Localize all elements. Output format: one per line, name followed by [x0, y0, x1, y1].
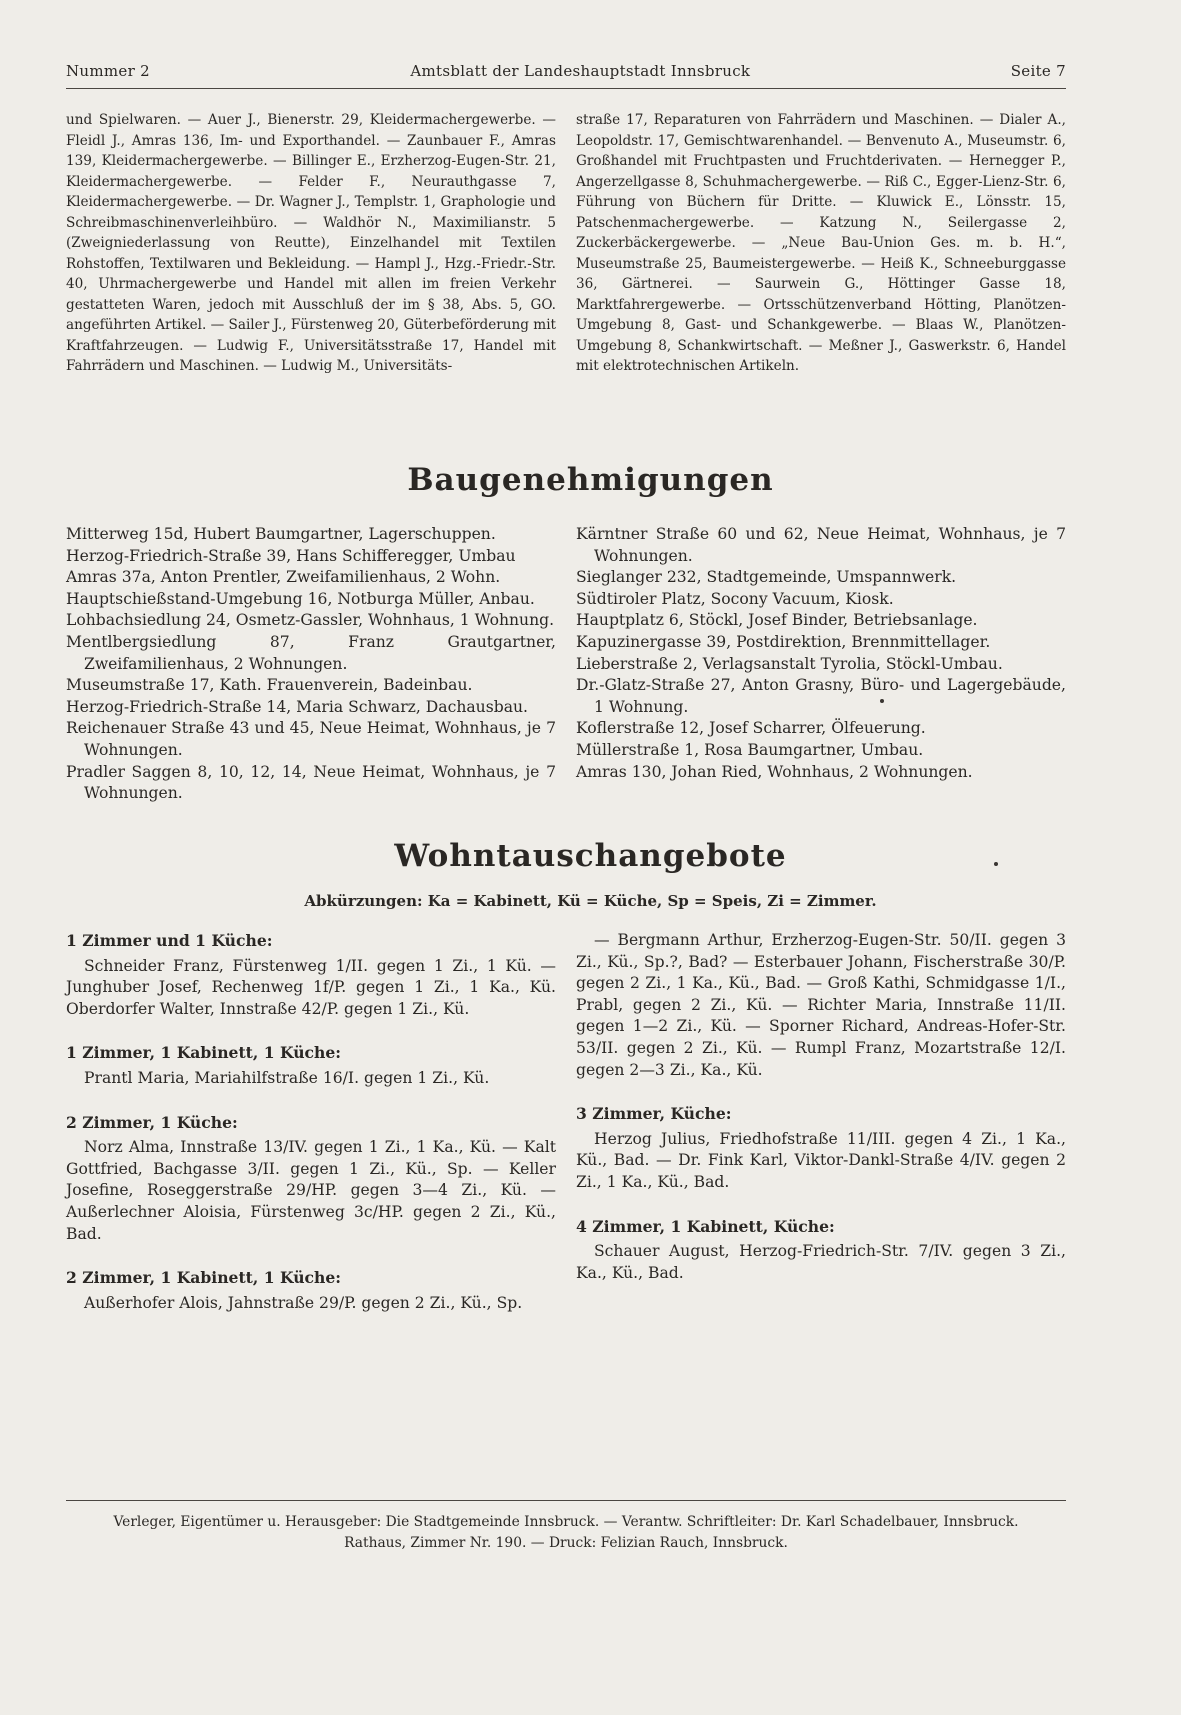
offer-group [66, 1112, 556, 1246]
permit-entry: Amras 37a, Anton Prentler, Zweifamilienhaus, 2 Wohn. [66, 568, 501, 587]
baugenehmigungen-left-column [66, 524, 556, 805]
offer-text: Prantl Maria, Mariahilfstraße 16/I. gegen 1 Zi., Kü. [84, 1068, 490, 1087]
gewerbe-left-text: und Spielwaren. — Auer J., Bienerstr. 29, Kleidermachergewerbe. — Fleidl J., Amras 136, Im- und Exporthandel. — Zaunbauer F., Amras 139, Kleidermachergewerbe. — Billinger E., Erzherzog-Eugen-Str. 21, Kleidermachergewerbe. — Felder F., Neurauthgasse 7, Kleidermachergewerbe. — Dr. Wagner J., Templstr. 1, Graphologie und Schreibmaschinenverleihbüro. — Waldhör N., Maximilianstr. 5 (Zweigniederlassung von Reutte), Einzelhandel mit Textilen Rohstoffen, Textilwaren und Bekleidung. — Hampl J., Hzg.-Friedr.-Str. 40, Uhrmachergewerbe und Handel mit allen im freien Verkehr gestatteten Waren, jedoch mit Ausschluß der im § 38, Abs. 5, GO. angeführten Artikel. — Sailer J., Fürstenweg 20, Güterbeförderung mit Kraftfahrzeugen. — Ludwig F., Universitätsstraße 17, Handel mit Fahrrädern und Maschinen. — Ludwig M., Universitäts- [66, 112, 556, 374]
gewerbe-right-column [576, 110, 1066, 377]
issue-number: Nummer 2 [66, 62, 150, 80]
permit-entry: Kärntner Straße 60 und 62, Neue Heimat, Wohnhaus, je 7 Wohnungen. [576, 525, 1066, 565]
offer-text: Schneider Franz, Fürstenweg 1/II. gegen 1 Zi., 1 Kü. — Junghuber Josef, Rechenweg 1f/P. gegen 1 Zi., 1 Ka., Kü. Oberdorfer Walter, Innstraße 42/P. gegen 1 Zi., Kü. [66, 956, 556, 1018]
offer-category: 3 Zimmer, Küche: [576, 1104, 732, 1124]
offer-text: Außerhofer Alois, Jahnstraße 29/P. gegen 2 Zi., Kü., Sp. [84, 1293, 523, 1312]
permit-entry: Lieberstraße 2, Verlagsanstalt Tyrolia, Stöckl-Umbau. [576, 654, 1003, 673]
permit-entry: Hauptplatz 6, Stöckl, Josef Binder, Betriebsanlage. [576, 611, 978, 630]
publication-title: Amtsblatt der Landeshauptstadt Innsbruck [410, 62, 751, 80]
page-header [66, 62, 1066, 80]
permit-entry: Kapuzinergasse 39, Postdirektion, Brennmittellager. [576, 632, 991, 651]
permit-entry: Müllerstraße 1, Rosa Baumgartner, Umbau. [576, 740, 924, 759]
header-rule [66, 88, 1066, 89]
footer-rule [66, 1500, 1066, 1501]
permit-entry: Lohbachsiedlung 24, Osmetz-Gassler, Wohnhaus, 1 Wohnung. [66, 611, 555, 630]
permit-entry: Hauptschießstand-Umgebung 16, Notburga Müller, Anbau. [66, 589, 535, 608]
offer-text: Herzog Julius, Friedhofstraße 11/III. gegen 4 Zi., 1 Ka., Kü., Bad. — Dr. Fink Karl, Viktor-Dankl-Straße 4/IV. gegen 2 Zi., 1 Ka., Kü., Bad. [576, 1129, 1066, 1191]
baugenehmigungen-right-column [576, 524, 1066, 783]
offer-category: 1 Zimmer und 1 Küche: [66, 931, 273, 950]
offer-group [576, 930, 1066, 1081]
offer-category: 2 Zimmer, 1 Küche: [66, 1112, 238, 1132]
permit-entry: Mitterweg 15d, Hubert Baumgartner, Lagerschuppen. [66, 525, 496, 543]
offer-text: Schauer August, Herzog-Friedrich-Str. 7/IV. gegen 3 Zi., Ka., Kü., Bad. [576, 1242, 1066, 1282]
print-speck [880, 699, 884, 703]
offer-group [576, 1103, 1066, 1193]
permit-entry: Reichenauer Straße 43 und 45, Neue Heimat, Wohnhaus, je 7 Wohnungen. [66, 719, 556, 759]
permit-entry: Sieglanger 232, Stadtgemeinde, Umspannwerk. [576, 568, 957, 587]
imprint-line-2: Rathaus, Zimmer Nr. 190. — Druck: Felizian Rauch, Innsbruck. [344, 1535, 788, 1551]
wohntausch-title: Wohntauschangebote [394, 838, 787, 874]
permit-entry: Herzog-Friedrich-Straße 14, Maria Schwarz, Dachausbau. [66, 697, 528, 716]
offer-group [576, 1216, 1066, 1285]
offer-text: Norz Alma, Innstraße 13/IV. gegen 1 Zi., 1 Ka., Kü. — Kalt Gottfried, Bachgasse 3/II. gegen 1 Zi., Kü., Sp. — Keller Josefine, Roseggerstraße 29/HP. gegen 3—4 Zi., Kü. — Außerlechner Aloisia, Fürstenweg 3c/HP. gegen 2 Zi., Kü., Bad. [66, 1138, 556, 1243]
print-speck [994, 862, 998, 866]
offer-category: 2 Zimmer, 1 Kabinett, 1 Küche: [66, 1268, 342, 1288]
permit-entry: Koflerstraße 12, Josef Scharrer, Ölfeuerung. [576, 719, 926, 738]
baugenehmigungen-title: Baugenehmigungen [407, 462, 774, 498]
permit-entry: Herzog-Friedrich-Straße 39, Hans Schifferegger, Umbau [66, 546, 516, 565]
imprint-footer [66, 1512, 1066, 1554]
page-number: Seite 7 [1010, 62, 1066, 80]
abbreviations-line: Abkürzungen: Ka = Kabinett, Kü = Küche, Sp = Speis, Zi = Zimmer. [304, 892, 877, 910]
gewerbe-right-text: straße 17, Reparaturen von Fahrrädern und Maschinen. — Dialer A., Leopoldstr. 17, Gemischtwarenhandel. — Benvenuto A., Museumstr. 6, Großhandel mit Fruchtpasten und Fruchtderivaten. — Hernegger P., Angerzellgasse 8, Schuhmachergewerbe. — Riß C., Egger-Lienz-Str. 6, Führung von Büchern für Dritte. — Kluwick E., Lönsstr. 15, Patschenmachergewerbe. — Katzung N., Seilergasse 2, Zuckerbäckergewerbe. — „Neue Bau-Union Ges. m. b. H.“, Museumstraße 25, Baumeistergewerbe. — Heiß K., Schneeburggasse 36, Gärtnerei. — Saurwein G., Höttinger Gasse 18, Marktfahrergewerbe. — Ortsschützenverband Hötting, Planötzen-Umgebung 8, Gast- und Schankgewerbe. — Blaas W., Planötzen-Umgebung 8, Schankwirtschaft. — Meßner J., Gaswerkstr. 6, Handel mit elektrotechnischen Artikeln. [576, 112, 1066, 374]
permit-entry: Mentlbergsiedlung 87, Franz Grautgartner, Zweifamilienhaus, 2 Wohnungen. [66, 632, 556, 673]
permit-entry: Südtiroler Platz, Socony Vacuum, Kiosk. [576, 589, 894, 608]
offer-category: 1 Zimmer, 1 Kabinett, 1 Küche: [66, 1043, 342, 1063]
permit-entry: Dr.-Glatz-Straße 27, Anton Grasny, Büro- und Lagergebäude, 1 Wohnung. [576, 676, 1066, 716]
permit-entry: Pradler Saggen 8, 10, 12, 14, Neue Heimat, Wohnhaus, je 7 Wohnungen. [66, 762, 556, 803]
offer-group [66, 1042, 556, 1089]
offer-category: 4 Zimmer, 1 Kabinett, Küche: [576, 1216, 835, 1236]
imprint-line-1: Verleger, Eigentümer u. Herausgeber: Die Stadtgemeinde Innsbruck. — Verantw. Schriftleiter: Dr. Karl Schadelbauer, Innsbruck. [113, 1514, 1019, 1530]
offer-group [66, 1267, 556, 1314]
gewerbe-left-column [66, 110, 556, 377]
permit-entry: Amras 130, Johan Ried, Wohnhaus, 2 Wohnungen. [576, 762, 973, 781]
wohntausch-left-column [66, 930, 556, 1314]
offer-group [66, 930, 556, 1020]
wohntausch-right-column [576, 930, 1066, 1284]
offer-text: — Bergmann Arthur, Erzherzog-Eugen-Str. 50/II. gegen 3 Zi., Kü., Sp.?, Bad? — Esterbauer Johann, Fischerstraße 30/P. gegen 2 Zi., 1 Ka., Kü., Bad. — Groß Kathi, Schmidgasse 1/I., Prabl, gegen 2 Zi., Kü. — Richter Maria, Innstraße 11/II. gegen 1—2 Zi., Kü. — Sporner Richard, Andreas-Hofer-Str. 53/II. gegen 2 Zi., Kü. — Rumpl Franz, Mozartstraße 12/I. gegen 2—3 Zi., Ka., Kü. [576, 931, 1066, 1079]
permit-entry: Museumstraße 17, Kath. Frauenverein, Badeinbau. [66, 676, 473, 695]
